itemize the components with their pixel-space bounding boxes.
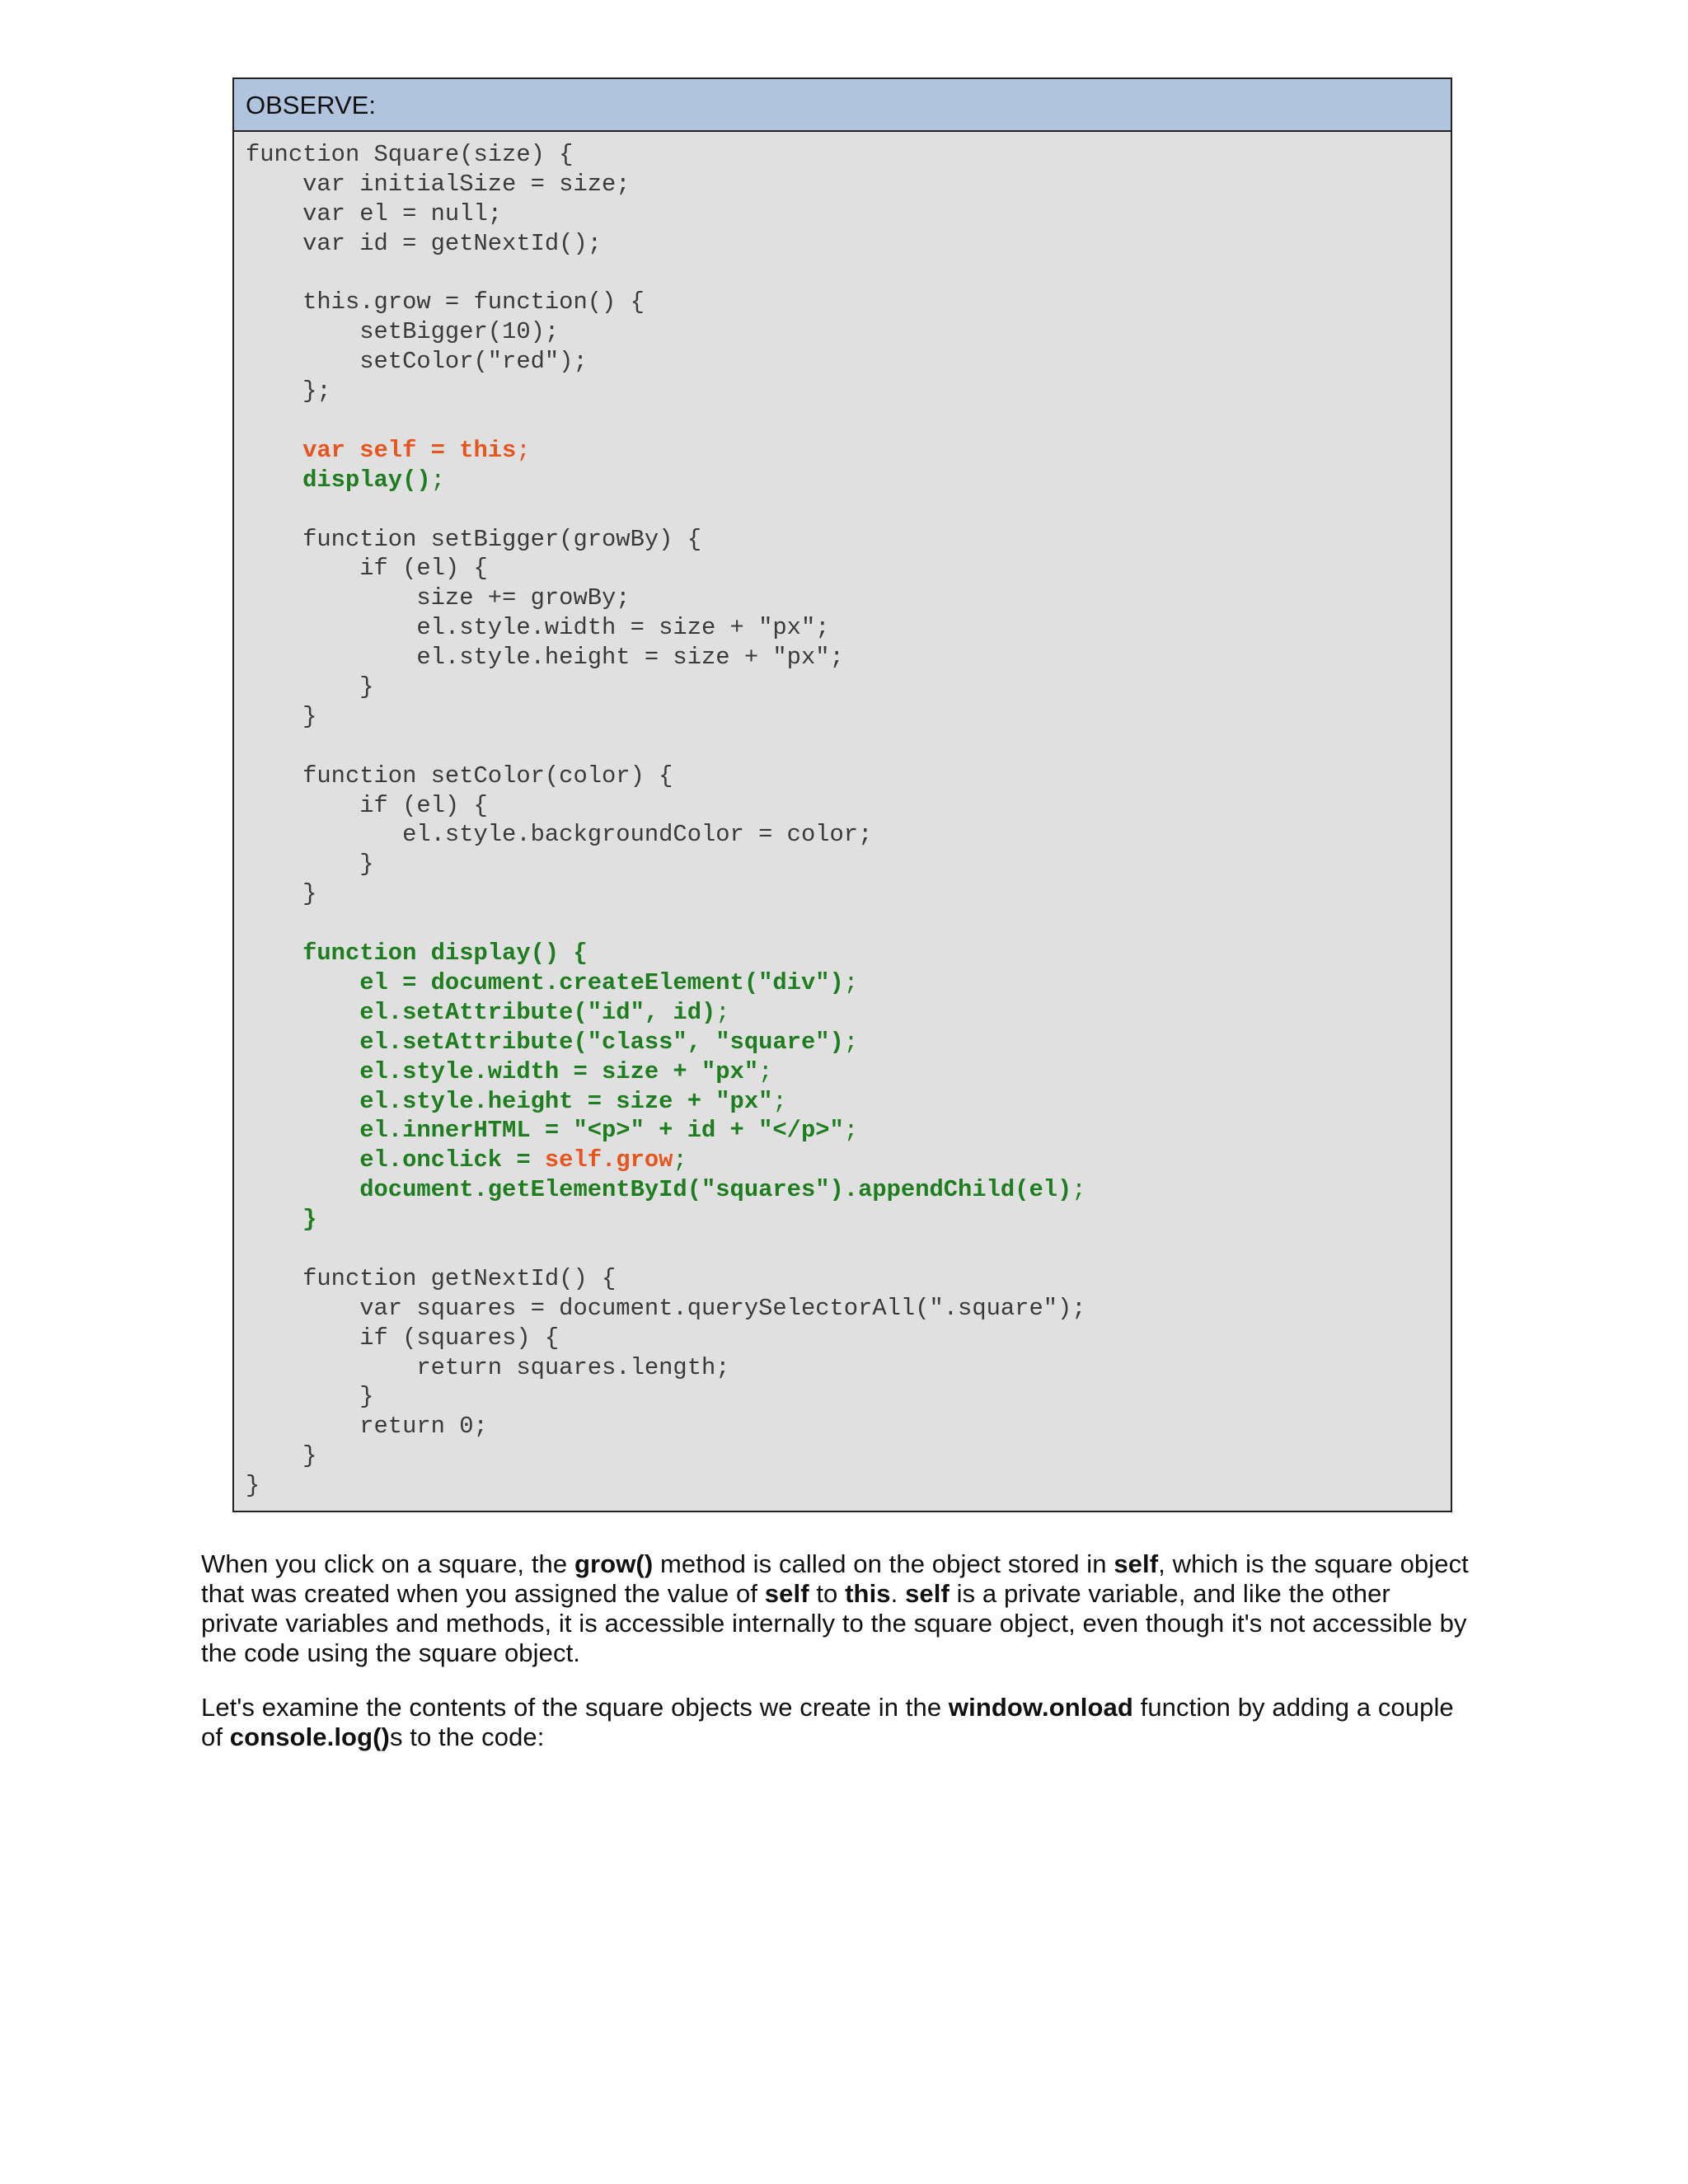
code-line (246, 998, 1451, 1028)
code-segment: ; (1071, 1176, 1086, 1204)
code-line (246, 1324, 1451, 1353)
code-line (246, 229, 1451, 259)
code-segment: ; (772, 1087, 787, 1115)
code-term: this (845, 1579, 891, 1608)
code-segment: el.onclick = (359, 1146, 545, 1174)
code-segment: } (246, 1472, 260, 1500)
code-block (234, 132, 1451, 1511)
code-segment (246, 1088, 359, 1115)
code-line (246, 1412, 1451, 1441)
code-line (246, 1116, 1451, 1146)
code-segment (246, 999, 359, 1026)
observe-header: OBSERVE: (234, 79, 1451, 132)
code-segment: var initialSize = size; (246, 170, 631, 198)
code-line (246, 288, 1451, 317)
code-segment: ; (715, 998, 730, 1026)
code-line (246, 1471, 1451, 1501)
code-segment (246, 969, 359, 996)
code-segment: el = document.createElement("div") (359, 968, 844, 996)
code-line (246, 347, 1451, 377)
code-line (246, 939, 1451, 968)
code-line (246, 791, 1451, 821)
code-line (246, 613, 1451, 643)
code-segment: var id = getNextId(); (246, 229, 603, 257)
explanation-paragraph-1 (201, 1549, 1470, 1668)
text-run: , which is the square object that was created when you assigned the value of (201, 1549, 1469, 1608)
text-run: method is called on the object stored in (653, 1549, 1114, 1578)
code-line (246, 673, 1451, 702)
text-run: is a private variable, and like the other private variables and methods, it is accessible internally to the square object, even though it's not accessible by the code using the square object. (201, 1579, 1467, 1667)
code-segment: } (246, 851, 374, 879)
code-line (246, 554, 1451, 583)
code-segment: ; (843, 1117, 859, 1145)
code-segment: ; (673, 1146, 687, 1174)
code-segment: el.style.height = size + "px" (359, 1087, 773, 1115)
code-segment (246, 1029, 359, 1056)
code-segment: return 0; (246, 1413, 488, 1441)
code-line (246, 1146, 1451, 1175)
code-line (246, 820, 1451, 850)
code-segment (246, 1206, 302, 1233)
code-line (246, 199, 1451, 229)
code-segment: if (el) { (246, 791, 488, 819)
code-segment: }; (246, 377, 331, 405)
code-segment: if (el) { (246, 555, 488, 583)
observe-box (232, 77, 1452, 1512)
code-line (246, 1264, 1451, 1294)
code-line (246, 879, 1451, 909)
code-segment: } (246, 1383, 374, 1411)
code-line (246, 732, 1451, 762)
code-segment: function display() { (302, 940, 588, 968)
code-line (246, 643, 1451, 673)
code-segment: el.style.width = size + "px"; (246, 614, 830, 642)
code-line (246, 583, 1451, 613)
code-line (246, 1205, 1451, 1235)
code-term: self (764, 1579, 809, 1608)
code-segment: document.getElementById("squares").appendChild(el) (359, 1176, 1072, 1204)
code-segment: return squares.length; (246, 1353, 730, 1381)
code-segment: function getNextId() { (246, 1264, 617, 1292)
code-line (246, 1441, 1451, 1471)
code-line (246, 1028, 1451, 1057)
code-segment: function setBigger(growBy) { (246, 525, 701, 553)
code-segment: el.setAttribute("class", "square") (359, 1028, 844, 1056)
code-segment: var el = null; (246, 199, 503, 227)
code-segment: display() (302, 466, 431, 494)
code-line (246, 1382, 1451, 1412)
code-segment: el.style.backgroundColor = color; (246, 821, 873, 849)
code-line (246, 1175, 1451, 1205)
code-line (246, 1057, 1451, 1087)
code-line (246, 1353, 1451, 1383)
code-segment: el.setAttribute("id", id) (359, 998, 716, 1026)
code-segment: el.style.width = size + "px" (359, 1057, 759, 1085)
code-term: grow() (574, 1549, 654, 1578)
code-line (246, 850, 1451, 879)
code-segment (246, 1117, 359, 1144)
code-segment: } (246, 673, 374, 701)
code-segment (246, 1146, 359, 1174)
text-run: When you click on a square, the (201, 1549, 574, 1578)
code-segment: var self = this (302, 436, 517, 464)
code-line (246, 495, 1451, 525)
text-run: . (890, 1579, 906, 1608)
text-run: s to the code: (389, 1722, 545, 1751)
code-line (246, 762, 1451, 791)
code-segment: ; (516, 436, 531, 464)
code-line (246, 259, 1451, 288)
code-segment: setColor("red"); (246, 348, 588, 376)
code-term: self (1114, 1549, 1159, 1578)
code-segment: function setColor(color) { (246, 762, 673, 790)
code-segment: } (246, 702, 317, 730)
code-segment: size += growBy; (246, 584, 631, 612)
code-segment: this.grow = function() { (246, 288, 645, 316)
code-segment: setBigger(10); (246, 318, 560, 346)
code-line (246, 317, 1451, 347)
code-segment: el.style.height = size + "px"; (246, 644, 844, 672)
code-line (246, 525, 1451, 555)
code-line (246, 436, 1451, 466)
text-run: to (809, 1579, 846, 1608)
code-line (246, 1235, 1451, 1264)
code-line (246, 140, 1451, 170)
code-segment: ; (430, 466, 445, 494)
code-line (246, 909, 1451, 939)
code-segment (246, 1058, 359, 1085)
code-line (246, 702, 1451, 732)
code-term: self (905, 1579, 950, 1608)
code-segment: ; (758, 1057, 773, 1085)
text-run: function by adding a couple of (201, 1693, 1454, 1751)
code-line (246, 1087, 1451, 1117)
code-line (246, 170, 1451, 199)
text-run: Let's examine the contents of the square objects we create in the (201, 1693, 949, 1722)
code-line (246, 406, 1451, 436)
code-segment (246, 437, 302, 464)
code-segment (246, 940, 302, 967)
code-segment: } (246, 1442, 317, 1470)
code-line (246, 968, 1451, 998)
code-segment: } (302, 1206, 317, 1234)
code-line (246, 1294, 1451, 1324)
code-segment (246, 466, 302, 494)
code-segment: if (squares) { (246, 1324, 560, 1352)
code-segment: ; (843, 1028, 859, 1056)
code-line (246, 466, 1451, 495)
code-segment: } (246, 880, 317, 908)
code-term: window.onload (948, 1693, 1133, 1722)
code-segment (246, 1176, 359, 1203)
explanation-paragraph-2 (201, 1693, 1470, 1752)
code-segment: self.grow (544, 1146, 673, 1174)
code-segment: var squares = document.querySelectorAll(".square"); (246, 1294, 1086, 1322)
code-line (246, 377, 1451, 406)
code-term: console.log() (229, 1722, 390, 1751)
code-segment: ; (843, 968, 859, 996)
code-segment: el.innerHTML = "<p>" + id + "</p>" (359, 1117, 844, 1145)
code-segment: function Square(size) { (246, 141, 574, 168)
